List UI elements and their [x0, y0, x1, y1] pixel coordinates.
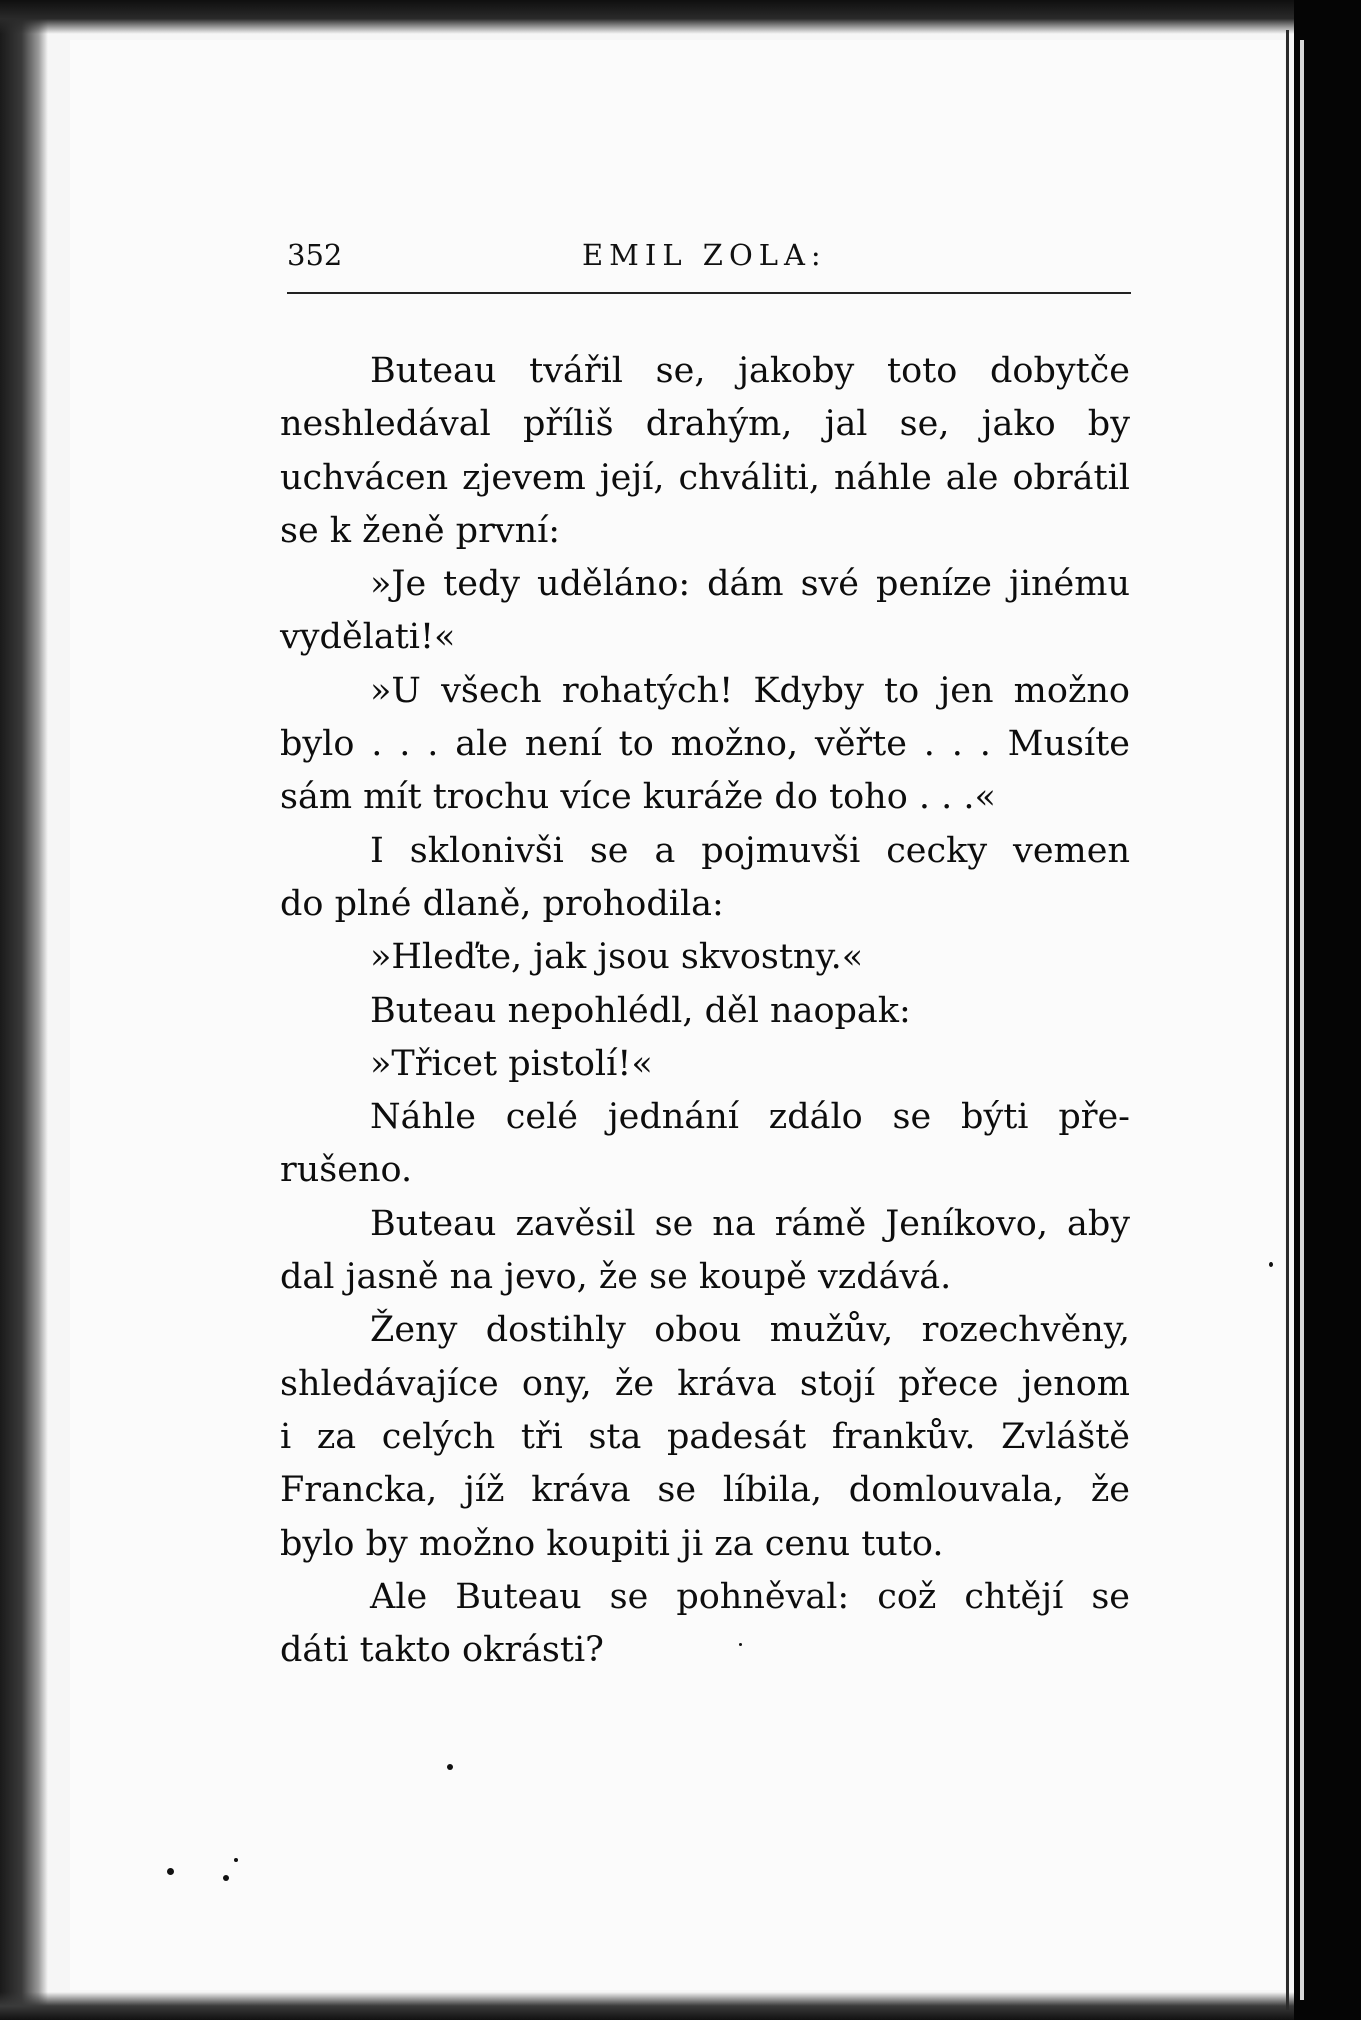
text-line: Náhle celé jednání zdálo se býti pře- [370, 1097, 1130, 1138]
text-line: »Hleďte, jak jsou skvostny.« [370, 937, 864, 978]
text-line: se k ženě první: [280, 510, 561, 551]
dust-speck [739, 1643, 742, 1646]
text-line: Buteau tvářil se, jakoby toto dobytče [370, 351, 1130, 391]
text-line: bylo . . . ale není to možno, věřte . . . Musíte [280, 724, 1130, 765]
dust-speck [234, 1858, 238, 1862]
text-line: »U všech rohatých! Kdyby to jen možno [370, 670, 1130, 711]
page-number: 352 [287, 238, 343, 272]
page-header [287, 238, 1131, 278]
text-line: do plné dlaně, prohodila: [280, 883, 724, 924]
page-edge-line [1286, 30, 1289, 2010]
text-line: i za celých tři sta padesát frankův. Zvláště [280, 1416, 1130, 1457]
text-line: Buteau zavěsil se na rámě Jeníkovo, aby [370, 1203, 1130, 1244]
scan-shadow-left [0, 0, 48, 2020]
text-line: I sklonivši se a pojmuvši cecky vemen [370, 830, 1130, 871]
text-line: shledávajíce ony, že kráva stojí přece jenom [280, 1363, 1130, 1404]
text-line: dal jasně na jevo, že se koupě vzdává. [280, 1257, 952, 1298]
next-page-sliver [1300, 40, 1304, 2000]
text-line: Ženy dostihly obou mužův, rozechvěny, [370, 1310, 1130, 1351]
scan-shadow-bottom [0, 1992, 1361, 2020]
text-line: uchvácen zjevem její, chváliti, náhle ale obrátil [280, 457, 1130, 498]
running-head: EMIL ZOLA: [582, 238, 827, 272]
text-line: »Třicet pistolí!« [370, 1043, 653, 1084]
text-line: rušeno. [280, 1150, 413, 1191]
text-line: Ale Buteau se pohněval: což chtějí se [370, 1576, 1130, 1617]
text-line: bylo by možno koupiti ji za cenu tuto. [280, 1523, 944, 1564]
dust-speck [1269, 1262, 1273, 1267]
dust-speck [447, 1764, 453, 1770]
dust-speck [223, 1875, 229, 1881]
scan-shadow-top [0, 0, 1361, 34]
header-rule [287, 292, 1131, 294]
body-text [280, 345, 1130, 1677]
text-line: neshledával příliš drahým, jal se, jako by [280, 404, 1130, 445]
dust-speck [167, 1868, 174, 1875]
text-line: Francka, jíž kráva se líbila, domlouvala, že [280, 1470, 1130, 1511]
text-line: »Je tedy uděláno: dám své peníze jinému [370, 564, 1130, 605]
text-line: Buteau nepohlédl, děl naopak: [370, 990, 911, 1031]
book-binding-edge [1294, 0, 1361, 2020]
text-line: vydělati!« [280, 617, 456, 658]
text-line: dáti takto okrásti? [280, 1630, 604, 1671]
text-line: sám mít trochu více kuráže do toho . . .« [280, 777, 996, 818]
